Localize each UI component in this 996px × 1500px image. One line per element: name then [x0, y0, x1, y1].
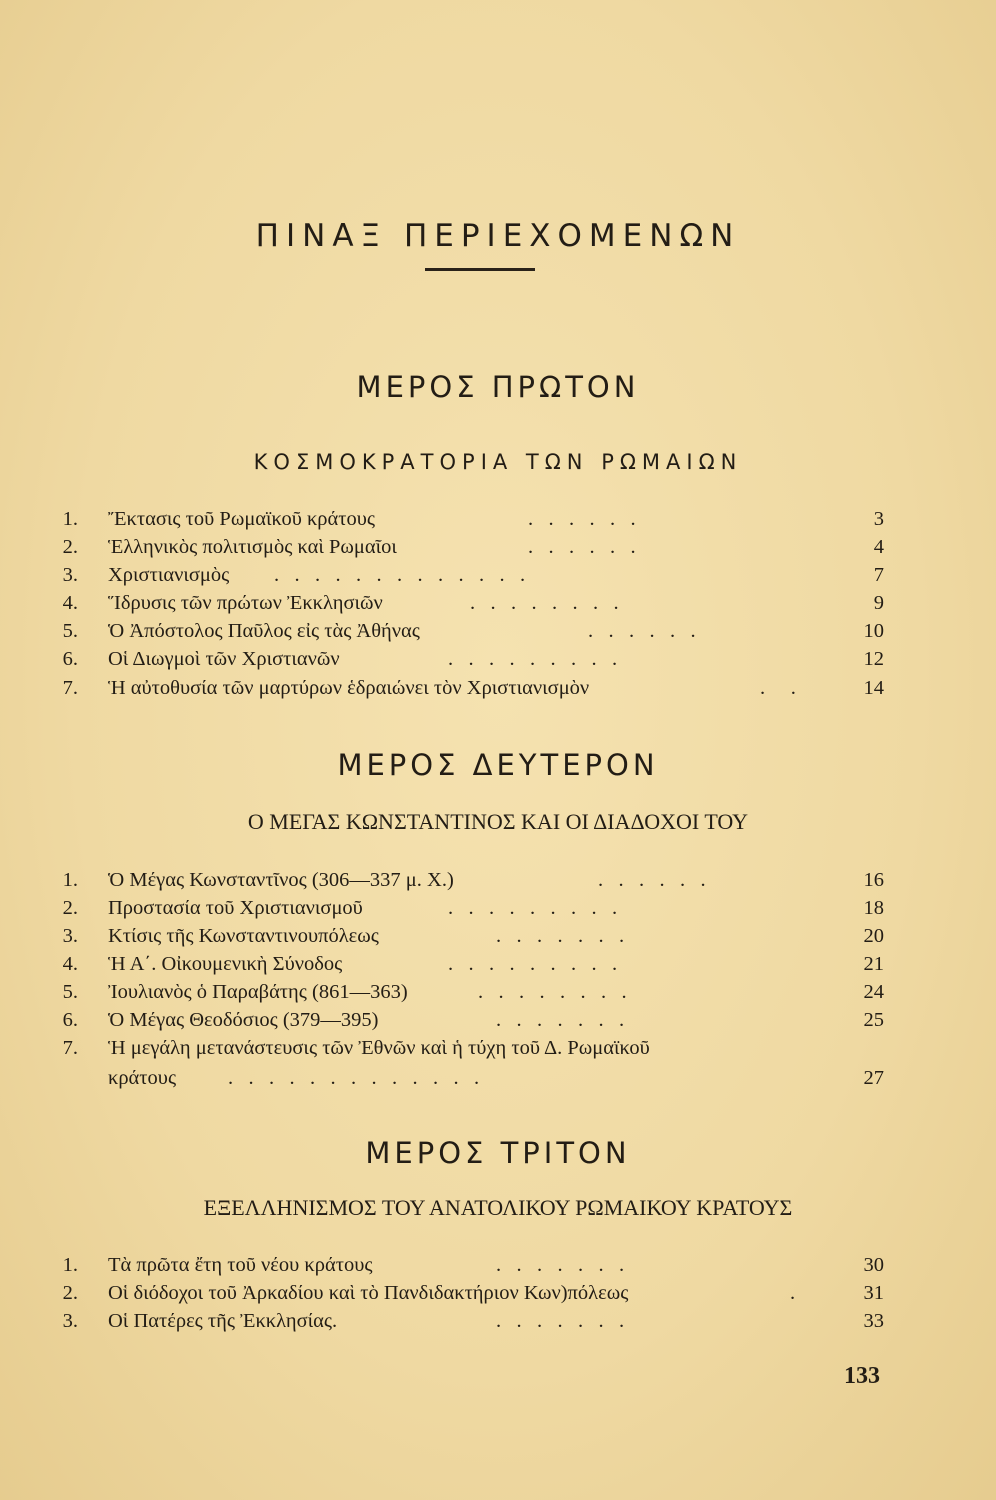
leader-dots: . . . . . .: [528, 508, 636, 530]
leader-dots: .: [790, 1282, 796, 1304]
page-number: 133: [844, 1363, 880, 1389]
title-rule: [425, 268, 535, 271]
part-2-subheading: Ο ΜΕΓΑΣ ΚΩΝΣΤΑΝΤΙΝΟΣ ΚΑΙ ΟΙ ΔΙΑΔΟΧΟΙ ΤΟΥ: [247, 809, 749, 834]
entry-page: 33: [863, 1310, 884, 1332]
toc-entry: [48, 1307, 884, 1335]
leader-dots: . .: [760, 677, 796, 699]
toc-entry: [48, 894, 884, 922]
entry-title: Ἵδρυσις τῶν πρώτων Ἐκκλησιῶν: [108, 592, 383, 614]
leader-dots: . . . . . . . . . . . . .: [274, 564, 526, 586]
part-3-heading: ΜΕΡΟΣ ΤΡΙΤΟΝ: [365, 1136, 631, 1170]
entry-title: Ἡ μεγάλη μετανάστευσις τῶν Ἐθνῶν καὶ ἡ τύχη τοῦ Δ. Ρωμαϊκοῦ: [108, 1037, 650, 1059]
entry-title: Ὁ Μέγας Κωνσταντῖνος (306—337 μ. Χ.): [108, 869, 454, 891]
entry-number: 5.: [62, 981, 78, 1003]
entry-page: 3: [873, 508, 884, 530]
entry-title: Ἑλληνικὸς πολιτισμὸς καὶ Ρωμαῖοι: [108, 536, 397, 558]
entry-number: 6.: [62, 1009, 78, 1031]
toc-entry: [48, 533, 884, 561]
part-1-subheading: ΚΟΣΜΟΚΡΑΤΟΡΙΑ ΤΩΝ ΡΩΜΑΙΩΝ: [253, 450, 743, 474]
part-1-heading: ΜΕΡΟΣ ΠΡΩΤΟΝ: [356, 370, 640, 404]
entry-title: Τὰ πρῶτα ἔτη τοῦ νέου κράτους: [108, 1254, 373, 1276]
leader-dots: . . . . . . . . .: [448, 953, 618, 975]
entry-page: 24: [863, 981, 884, 1003]
leader-dots: . . . . . .: [598, 869, 706, 891]
entry-title: Οἱ Διωγμοὶ τῶν Χριστιανῶν: [108, 648, 340, 670]
entry-title: Ὁ Ἀπόστολος Παῦλος εἰς τὰς Ἀθήνας: [108, 620, 420, 642]
part-2-heading: ΜΕΡΟΣ ΔΕΥΤΕΡΟΝ: [337, 748, 659, 782]
entry-title: Ἰουλιανὸς ὁ Παραβάτης (861—363): [108, 981, 408, 1003]
toc-entry: [48, 1034, 884, 1062]
leader-dots: . . . . . . .: [496, 1310, 625, 1332]
leader-dots: . . . . . . . . . . . . .: [228, 1067, 480, 1089]
entry-page: 25: [863, 1009, 884, 1031]
leader-dots: . . . . . . . . .: [448, 648, 618, 670]
entry-number: 7.: [62, 1037, 78, 1059]
entry-title: Οἱ Πατέρες τῆς Ἐκκλησίας.: [108, 1310, 338, 1332]
toc-entry: [48, 617, 884, 645]
entry-title: Ἔκτασις τοῦ Ρωμαϊκοῦ κράτους: [108, 508, 376, 530]
entry-title: Προστασία τοῦ Χριστιανισμοῦ: [108, 897, 363, 919]
toc-entry: [48, 1006, 884, 1034]
entry-title: Κτίσις τῆς Κωνσταντινουπόλεως: [108, 925, 379, 947]
leader-dots: . . . . . . . .: [478, 981, 627, 1003]
toc-entry-continuation: [108, 1064, 884, 1092]
entry-page: 12: [863, 648, 884, 670]
toc-entry: [48, 645, 884, 673]
entry-page: 4: [873, 536, 884, 558]
entry-page: 30: [863, 1254, 884, 1276]
entry-page: 27: [863, 1067, 884, 1089]
entry-title: Χριστιανισμὸς: [108, 564, 230, 586]
part-3-subheading: ΕΞΕΛΛΗΝΙΣΜΟΣ ΤΟΥ ΑΝΑΤΟΛΙΚΟΥ ΡΩΜΑΙΚΟΥ ΚΡΑΤΟΥΣ: [203, 1195, 793, 1220]
entry-title: Ἡ αὐτοθυσία τῶν μαρτύρων ἑδραιώνει τὸν Χριστιανισμὸν: [108, 677, 590, 699]
entry-number: 4.: [62, 592, 78, 614]
entry-page: 20: [863, 925, 884, 947]
entry-number: 3.: [62, 1310, 78, 1332]
toc-entry: [48, 1279, 884, 1307]
entry-page: 18: [863, 897, 884, 919]
entry-title: Ὁ Μέγας Θεοδόσιος (379—395): [108, 1009, 379, 1031]
page-title: ΠΙΝΑΞ ΠΕΡΙΕΧΟΜΕΝΩΝ: [255, 218, 741, 254]
entry-title-continuation: κράτους: [108, 1067, 177, 1089]
entry-title: Οἱ διόδοχοι τοῦ Ἀρκαδίου καὶ τὸ Πανδιδακτήριον Κων)πόλεως: [108, 1282, 629, 1304]
leader-dots: . . . . . . .: [496, 925, 625, 947]
entry-number: 2.: [62, 897, 78, 919]
entry-number: 1.: [62, 869, 78, 891]
toc-entry: [48, 561, 884, 589]
entry-number: 3.: [62, 925, 78, 947]
toc-entry: [48, 674, 884, 702]
entry-page: 10: [863, 620, 884, 642]
entry-number: 3.: [62, 564, 78, 586]
entry-number: 1.: [62, 508, 78, 530]
entry-number: 7.: [62, 677, 78, 699]
entry-page: 9: [873, 592, 884, 614]
entry-page: 14: [863, 677, 884, 699]
entry-page: 21: [863, 953, 884, 975]
toc-entry: [48, 866, 884, 894]
toc-entry: [48, 505, 884, 533]
toc-entry: [48, 978, 884, 1006]
entry-number: 4.: [62, 953, 78, 975]
toc-entry: [48, 922, 884, 950]
entry-page: 31: [863, 1282, 884, 1304]
entry-title: Ἡ Α΄. Οἰκουμενικὴ Σύνοδος: [108, 953, 343, 975]
toc-entry: [48, 589, 884, 617]
toc-entry: [48, 950, 884, 978]
leader-dots: . . . . . . . .: [470, 592, 619, 614]
leader-dots: . . . . . .: [588, 620, 696, 642]
entry-number: 2.: [62, 536, 78, 558]
entry-number: 6.: [62, 648, 78, 670]
leader-dots: . . . . . . .: [496, 1254, 625, 1276]
entry-number: 2.: [62, 1282, 78, 1304]
leader-dots: . . . . . .: [528, 536, 636, 558]
entry-page: 7: [873, 564, 884, 586]
entry-page: 16: [863, 869, 884, 891]
toc-entry: [48, 1251, 884, 1279]
entry-number: 5.: [62, 620, 78, 642]
leader-dots: . . . . . . . . .: [448, 897, 618, 919]
entry-number: 1.: [62, 1254, 78, 1276]
leader-dots: . . . . . . .: [496, 1009, 625, 1031]
